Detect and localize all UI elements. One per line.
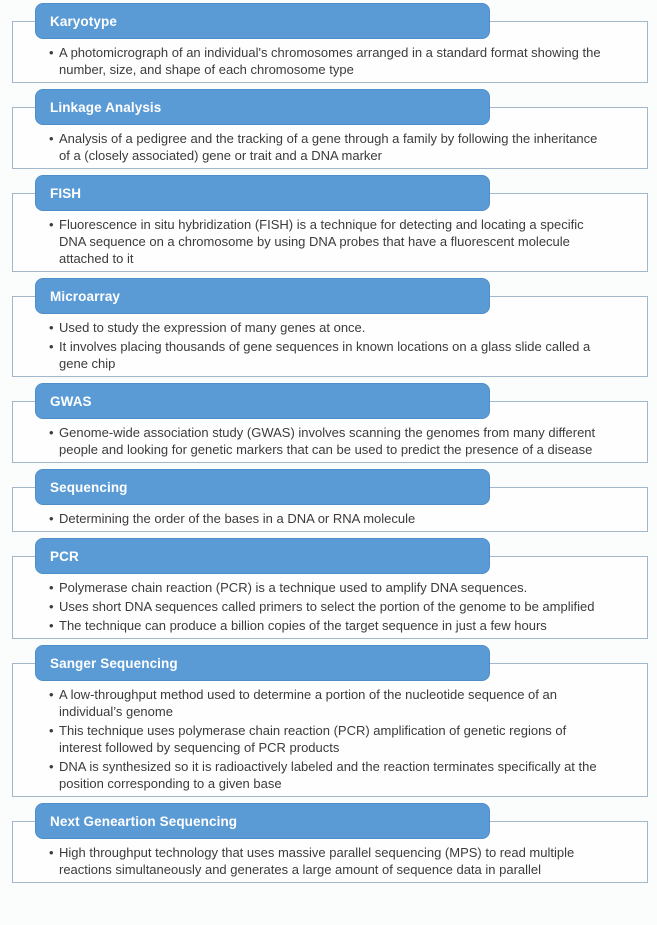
- card-title: Next Geneartion Sequencing: [50, 813, 238, 829]
- bullet-text: Analysis of a pedigree and the tracking of a gene through a family by following the inheritance of a (closely associated) gene or trait and a DNA marker: [59, 131, 598, 163]
- bullet-list: [49, 44, 603, 78]
- bullet-item: [49, 44, 603, 78]
- definition-card: [12, 89, 648, 169]
- bullet-item: [49, 319, 603, 336]
- definition-card: [12, 803, 648, 883]
- card-title: Sequencing: [50, 479, 128, 495]
- bullet-text: DNA is synthesized so it is radioactively labeled and the reaction terminates specifically at the position corresponding to a given base: [59, 759, 597, 791]
- card-title: FISH: [50, 185, 82, 201]
- card-header: [35, 538, 490, 574]
- bullet-text: Used to study the expression of many genes at once.: [59, 320, 366, 335]
- bullet-text: A low-throughput method used to determine a portion of the nucleotide sequence of an individual’s genome: [59, 687, 557, 719]
- card-body: [12, 663, 648, 797]
- card-header: [35, 645, 490, 681]
- bullet-item: [49, 130, 603, 164]
- bullet-marker: •: [49, 845, 54, 860]
- bullet-list: [49, 130, 603, 164]
- bullet-marker: •: [49, 511, 54, 526]
- card-header: [35, 278, 490, 314]
- bullet-item: [49, 579, 603, 596]
- card-title: Microarray: [50, 288, 121, 304]
- bullet-item: [49, 424, 603, 458]
- card-header: [35, 3, 490, 39]
- definition-card: [12, 645, 648, 797]
- bullet-marker: •: [49, 131, 54, 146]
- definition-card: [12, 278, 648, 377]
- bullet-item: [49, 617, 603, 634]
- card-title: Linkage Analysis: [50, 99, 162, 115]
- bullet-item: [49, 758, 603, 792]
- definition-card: [12, 383, 648, 463]
- bullet-marker: •: [49, 599, 54, 614]
- bullet-marker: •: [49, 723, 54, 738]
- card-header: [35, 469, 490, 505]
- bullet-item: [49, 598, 603, 615]
- bullet-marker: •: [49, 759, 54, 774]
- bullet-marker: •: [49, 45, 54, 60]
- bullet-list: [49, 844, 603, 878]
- bullet-text: Fluorescence in situ hybridization (FISH) is a technique for detecting and locating a specific DNA sequence on a chromosome by using DNA probes that have a fluorescent molecule attached to it: [59, 217, 584, 266]
- card-header: [35, 803, 490, 839]
- bullet-text: Polymerase chain reaction (PCR) is a technique used to amplify DNA sequences.: [59, 580, 528, 595]
- bullet-list: [49, 686, 603, 792]
- card-header: [35, 175, 490, 211]
- bullet-text: Determining the order of the bases in a DNA or RNA molecule: [59, 511, 416, 526]
- definition-card: [12, 3, 648, 83]
- card-header: [35, 383, 490, 419]
- definition-card: [12, 538, 648, 639]
- bullet-text: A photomicrograph of an individual's chromosomes arranged in a standard format showing the number, size, and shape of each chromosome type: [59, 45, 601, 77]
- bullet-item: [49, 216, 603, 267]
- bullet-marker: •: [49, 618, 54, 633]
- bullet-text: Uses short DNA sequences called primers to select the portion of the genome to be amplified: [59, 599, 595, 614]
- bullet-list: [49, 424, 603, 458]
- bullet-item: [49, 722, 603, 756]
- bullet-text: The technique can produce a billion copies of the target sequence in just a few hours: [59, 618, 547, 633]
- card-title: GWAS: [50, 393, 92, 409]
- bullet-text: It involves placing thousands of gene sequences in known locations on a glass slide called a gene chip: [59, 339, 591, 371]
- bullet-marker: •: [49, 425, 54, 440]
- definition-card: [12, 175, 648, 272]
- bullet-marker: •: [49, 339, 54, 354]
- bullet-marker: •: [49, 687, 54, 702]
- bullet-text: High throughput technology that uses massive parallel sequencing (MPS) to read multiple reactions simultaneously and generates a large amount of sequence data in parallel: [59, 845, 575, 877]
- bullet-marker: •: [49, 217, 54, 232]
- card-title: Karyotype: [50, 13, 117, 29]
- bullet-list: [49, 510, 603, 527]
- bullet-item: [49, 338, 603, 372]
- bullet-item: [49, 686, 603, 720]
- bullet-list: [49, 579, 603, 634]
- bullet-list: [49, 216, 603, 267]
- card-title: PCR: [50, 548, 79, 564]
- bullet-list: [49, 319, 603, 372]
- bullet-item: [49, 844, 603, 878]
- bullet-marker: •: [49, 320, 54, 335]
- bullet-text: This technique uses polymerase chain reaction (PCR) amplification of genetic regions of interest followed by sequencing of PCR products: [59, 723, 567, 755]
- card-title: Sanger Sequencing: [50, 655, 178, 671]
- card-header: [35, 89, 490, 125]
- definition-card: [12, 469, 648, 532]
- bullet-item: [49, 510, 603, 527]
- bullet-text: Genome-wide association study (GWAS) involves scanning the genomes from many different people and looking for genetic markers that can be used to predict the presence of a disease: [59, 425, 596, 457]
- bullet-marker: •: [49, 580, 54, 595]
